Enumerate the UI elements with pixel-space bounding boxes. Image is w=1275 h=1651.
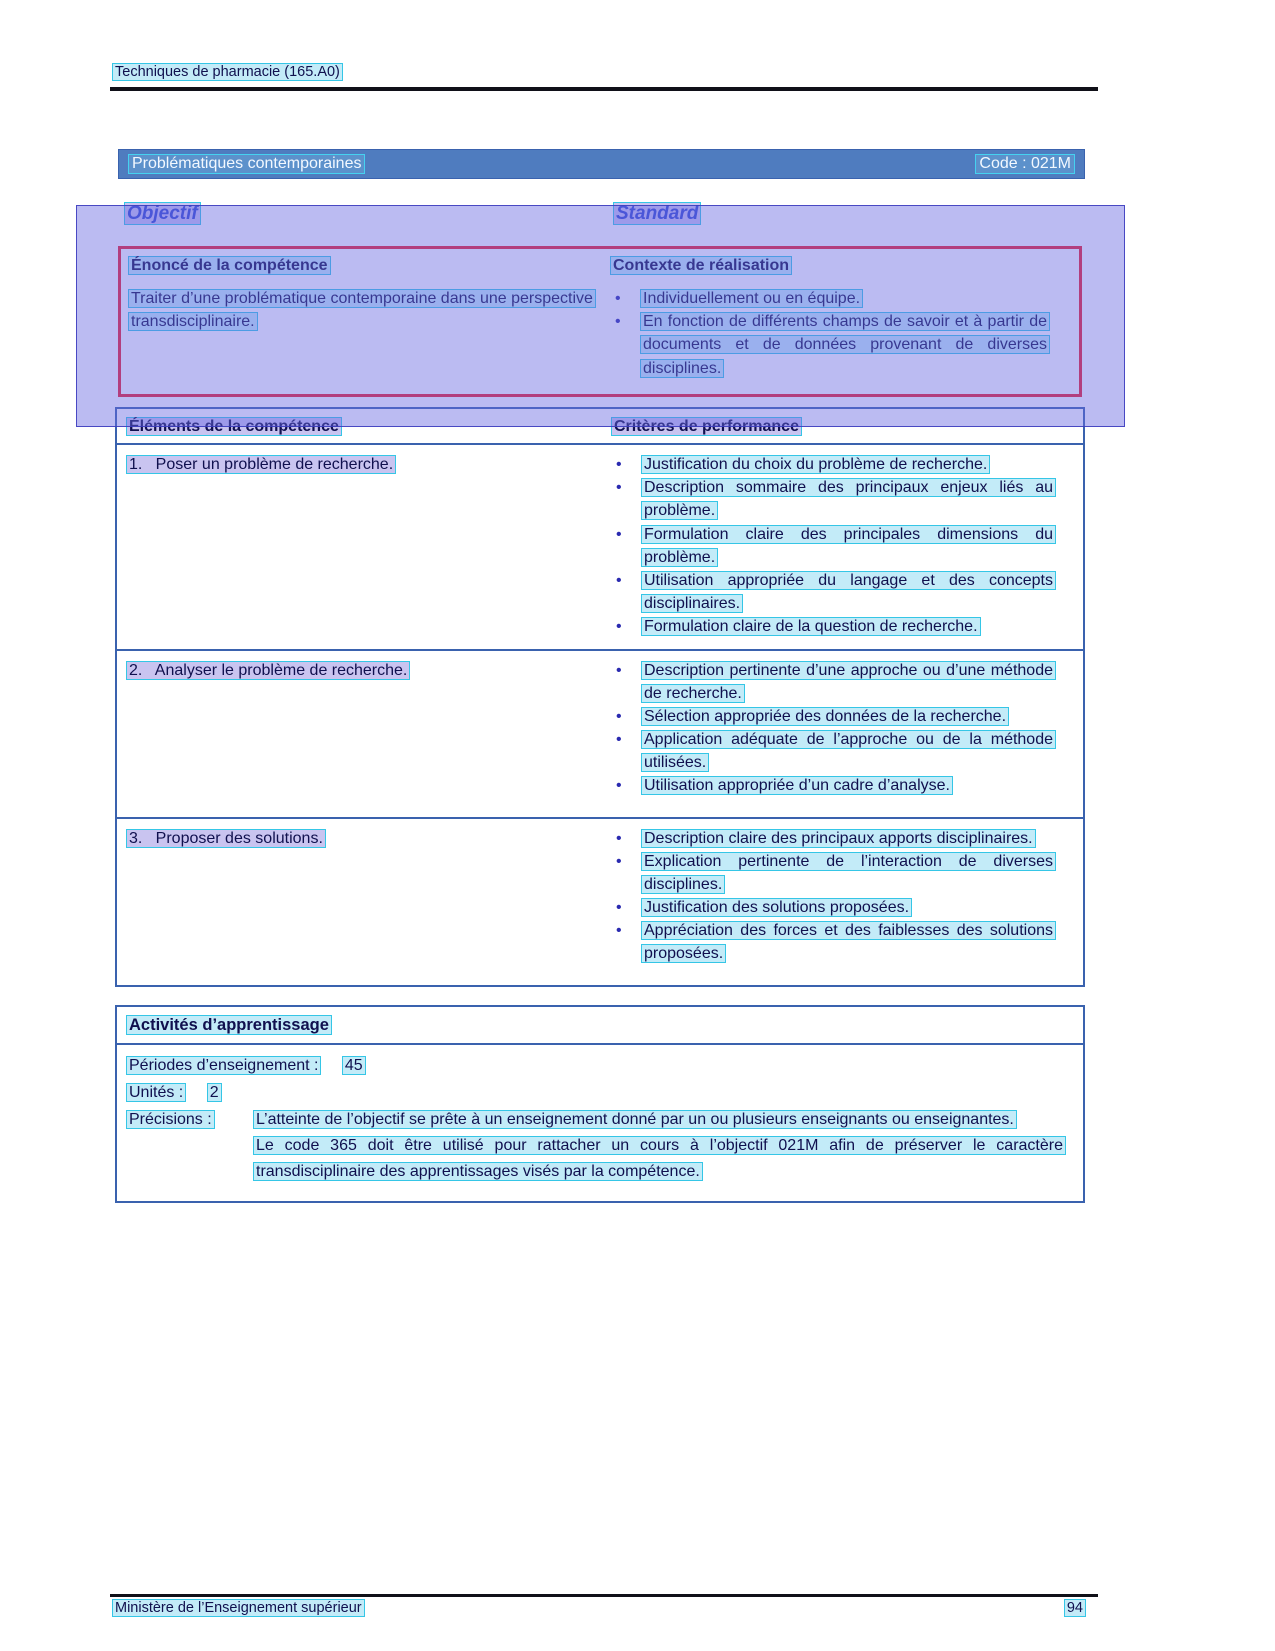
context-bullet-item xyxy=(611,310,1061,380)
objectif-heading xyxy=(125,203,200,225)
criteria-text: Formulation claire de la question de recherche. xyxy=(644,618,978,636)
context-bullet-textwrap xyxy=(641,287,1061,310)
precisions-label: Précisions : xyxy=(129,1110,212,1128)
title-banner xyxy=(118,149,1085,179)
context-header-label: Contexte de réalisation xyxy=(613,257,790,274)
criteria-header-label: Critères de performance xyxy=(614,418,799,435)
bullet-icon: • xyxy=(616,829,622,847)
header-rule xyxy=(110,87,1098,91)
criteria-textwrap xyxy=(642,896,1067,919)
criteria-text: Application adéquate de l’approche ou de la méthode utilisées. xyxy=(644,731,1053,772)
elements-header-label: Éléments de la compétence xyxy=(129,418,339,435)
criteria-text: Appréciation des forces et des faiblesses des solutions proposées. xyxy=(644,922,1053,963)
criteria-item xyxy=(612,705,1067,728)
bullet-icon: • xyxy=(616,899,622,917)
bullet-icon: • xyxy=(616,571,622,589)
element-label: 2. Analyser le problème de recherche. xyxy=(129,661,408,679)
criteria-text: Formulation claire des principales dimensions du problème. xyxy=(644,525,1053,566)
criteria-header-cell xyxy=(612,418,1073,436)
statement-text: Traiter d’une problématique contemporaine dans une perspective transdisciplinaire. xyxy=(131,290,593,331)
precisions-text-cell xyxy=(254,1107,1073,1185)
bullet-icon: • xyxy=(616,525,622,543)
table-row xyxy=(117,817,1083,985)
bullet-icon: • xyxy=(616,852,622,870)
criteria-textwrap xyxy=(642,523,1067,569)
bullet-icon: • xyxy=(616,731,622,749)
elements-table-header-row xyxy=(117,409,1083,445)
precisions-label-cell xyxy=(127,1107,254,1185)
element-cell xyxy=(127,453,612,639)
document-header xyxy=(113,64,342,80)
criteria-text: Justification du choix du problème de recherche. xyxy=(644,456,988,473)
element-label: 1. Poser un problème de recherche. xyxy=(129,456,394,473)
criteria-textwrap xyxy=(642,615,1067,638)
bullet-icon: • xyxy=(616,922,622,940)
criteria-textwrap xyxy=(642,919,1067,965)
units-value: 2 xyxy=(209,1083,219,1101)
criteria-item xyxy=(612,615,1067,638)
precisions-paragraph xyxy=(254,1107,1065,1133)
element-label: 3. Proposer des solutions. xyxy=(129,829,323,847)
context-header-cell xyxy=(611,257,1071,275)
criteria-item xyxy=(612,919,1067,965)
criteria-textwrap xyxy=(642,827,1067,850)
statement-header-label: Énoncé de la compétence xyxy=(131,257,328,274)
banner-code: Code : 021M xyxy=(976,155,1074,173)
periods-value: 45 xyxy=(344,1057,363,1074)
bullet-icon: • xyxy=(615,290,621,307)
criteria-textwrap xyxy=(642,476,1067,522)
precisions-line xyxy=(127,1107,1073,1185)
criteria-item xyxy=(612,453,1067,476)
banner-title: Problématiques contemporaines xyxy=(129,155,364,173)
standard-heading xyxy=(614,203,700,225)
learning-activities-section xyxy=(115,1005,1085,1203)
footer-title: Ministère de l’Enseignement supérieur xyxy=(115,1600,362,1616)
criteria-text: Utilisation appropriée d’un cadre d’analyse. xyxy=(644,777,950,795)
criteria-text: Sélection appropriée des données de la recherche. xyxy=(644,707,1007,725)
element-cell xyxy=(127,659,612,807)
criteria-item xyxy=(612,774,1067,797)
criteria-text: Utilisation appropriée du langage et des concepts disciplinaires. xyxy=(644,571,1053,613)
units-line xyxy=(127,1080,1073,1106)
criteria-item xyxy=(612,850,1067,896)
elements-criteria-table xyxy=(115,407,1085,987)
criteria-textwrap xyxy=(642,728,1067,774)
bullet-icon: • xyxy=(616,456,622,473)
context-cell xyxy=(611,287,1071,380)
bullet-icon: • xyxy=(616,661,622,679)
bullet-icon: • xyxy=(616,618,622,636)
bullet-icon: • xyxy=(616,707,622,725)
criteria-cell xyxy=(612,659,1073,807)
criteria-text: Description sommaire des principaux enjeux liés au problème. xyxy=(644,479,1053,520)
criteria-textwrap xyxy=(642,705,1067,728)
context-bullet-text: En fonction de différents champs de savoir et à partir de documents et de données provenant de diverses disciplines. xyxy=(643,313,1047,377)
activities-header-row xyxy=(117,1007,1083,1045)
table-row xyxy=(117,649,1083,817)
context-bullet-item xyxy=(611,287,1061,310)
element-cell xyxy=(127,827,612,975)
statement-table-header-row xyxy=(121,249,1079,281)
criteria-text: Description claire des principaux apports disciplinaires. xyxy=(644,829,1033,847)
bullet-icon: • xyxy=(615,313,621,331)
precisions-text: L’atteinte de l’objectif se prête à un enseignement donné par un ou plusieurs enseignants ou enseignantes. xyxy=(256,1110,1014,1128)
activities-body xyxy=(117,1045,1083,1201)
units-label: Unités : xyxy=(129,1083,184,1101)
periods-label: Périodes d’enseignement : xyxy=(129,1057,319,1074)
precisions-paragraph xyxy=(254,1133,1065,1185)
bullet-icon: • xyxy=(616,479,622,497)
activities-title: Activités d’apprentissage xyxy=(129,1016,329,1034)
criteria-textwrap xyxy=(642,569,1067,615)
objectif-heading-label: Objectif xyxy=(127,203,198,224)
criteria-textwrap xyxy=(642,850,1067,896)
criteria-item xyxy=(612,659,1067,705)
criteria-cell xyxy=(612,453,1073,639)
footer-rule xyxy=(110,1594,1098,1597)
elements-header-cell xyxy=(127,418,612,436)
competence-statement-table xyxy=(118,246,1082,397)
criteria-textwrap xyxy=(642,774,1067,797)
statement-header-cell xyxy=(129,257,611,275)
page-footer xyxy=(113,1600,1085,1616)
context-bullet-text: Individuellement ou en équipe. xyxy=(643,290,861,307)
criteria-textwrap xyxy=(642,659,1067,705)
table-row xyxy=(117,445,1083,649)
criteria-item xyxy=(612,476,1067,522)
criteria-item xyxy=(612,728,1067,774)
criteria-text: Explication pertinente de l’interaction de diverses disciplines. xyxy=(644,852,1053,893)
context-bullet-textwrap xyxy=(641,310,1061,380)
bullet-icon: • xyxy=(616,777,622,795)
criteria-item xyxy=(612,827,1067,850)
page-number: 94 xyxy=(1066,1600,1083,1616)
standard-heading-label: Standard xyxy=(616,203,699,224)
criteria-text: Justification des solutions proposées. xyxy=(644,899,910,917)
criteria-text: Description pertinente d’une approche ou d’une méthode de recherche. xyxy=(644,661,1053,702)
criteria-item xyxy=(612,569,1067,615)
criteria-cell xyxy=(612,827,1073,975)
criteria-item xyxy=(612,896,1067,919)
statement-table-body-row xyxy=(121,281,1079,394)
precisions-text: Le code 365 doit être utilisé pour rattacher un cours à l’objectif 021M afin de préserver le caractère transdisciplinaire des apprentissages visés par la compétence. xyxy=(256,1136,1063,1180)
criteria-textwrap xyxy=(642,453,1067,476)
statement-cell xyxy=(129,287,611,380)
periods-line xyxy=(127,1053,1073,1079)
criteria-item xyxy=(612,523,1067,569)
document-header-title: Techniques de pharmacie (165.A0) xyxy=(115,64,340,80)
